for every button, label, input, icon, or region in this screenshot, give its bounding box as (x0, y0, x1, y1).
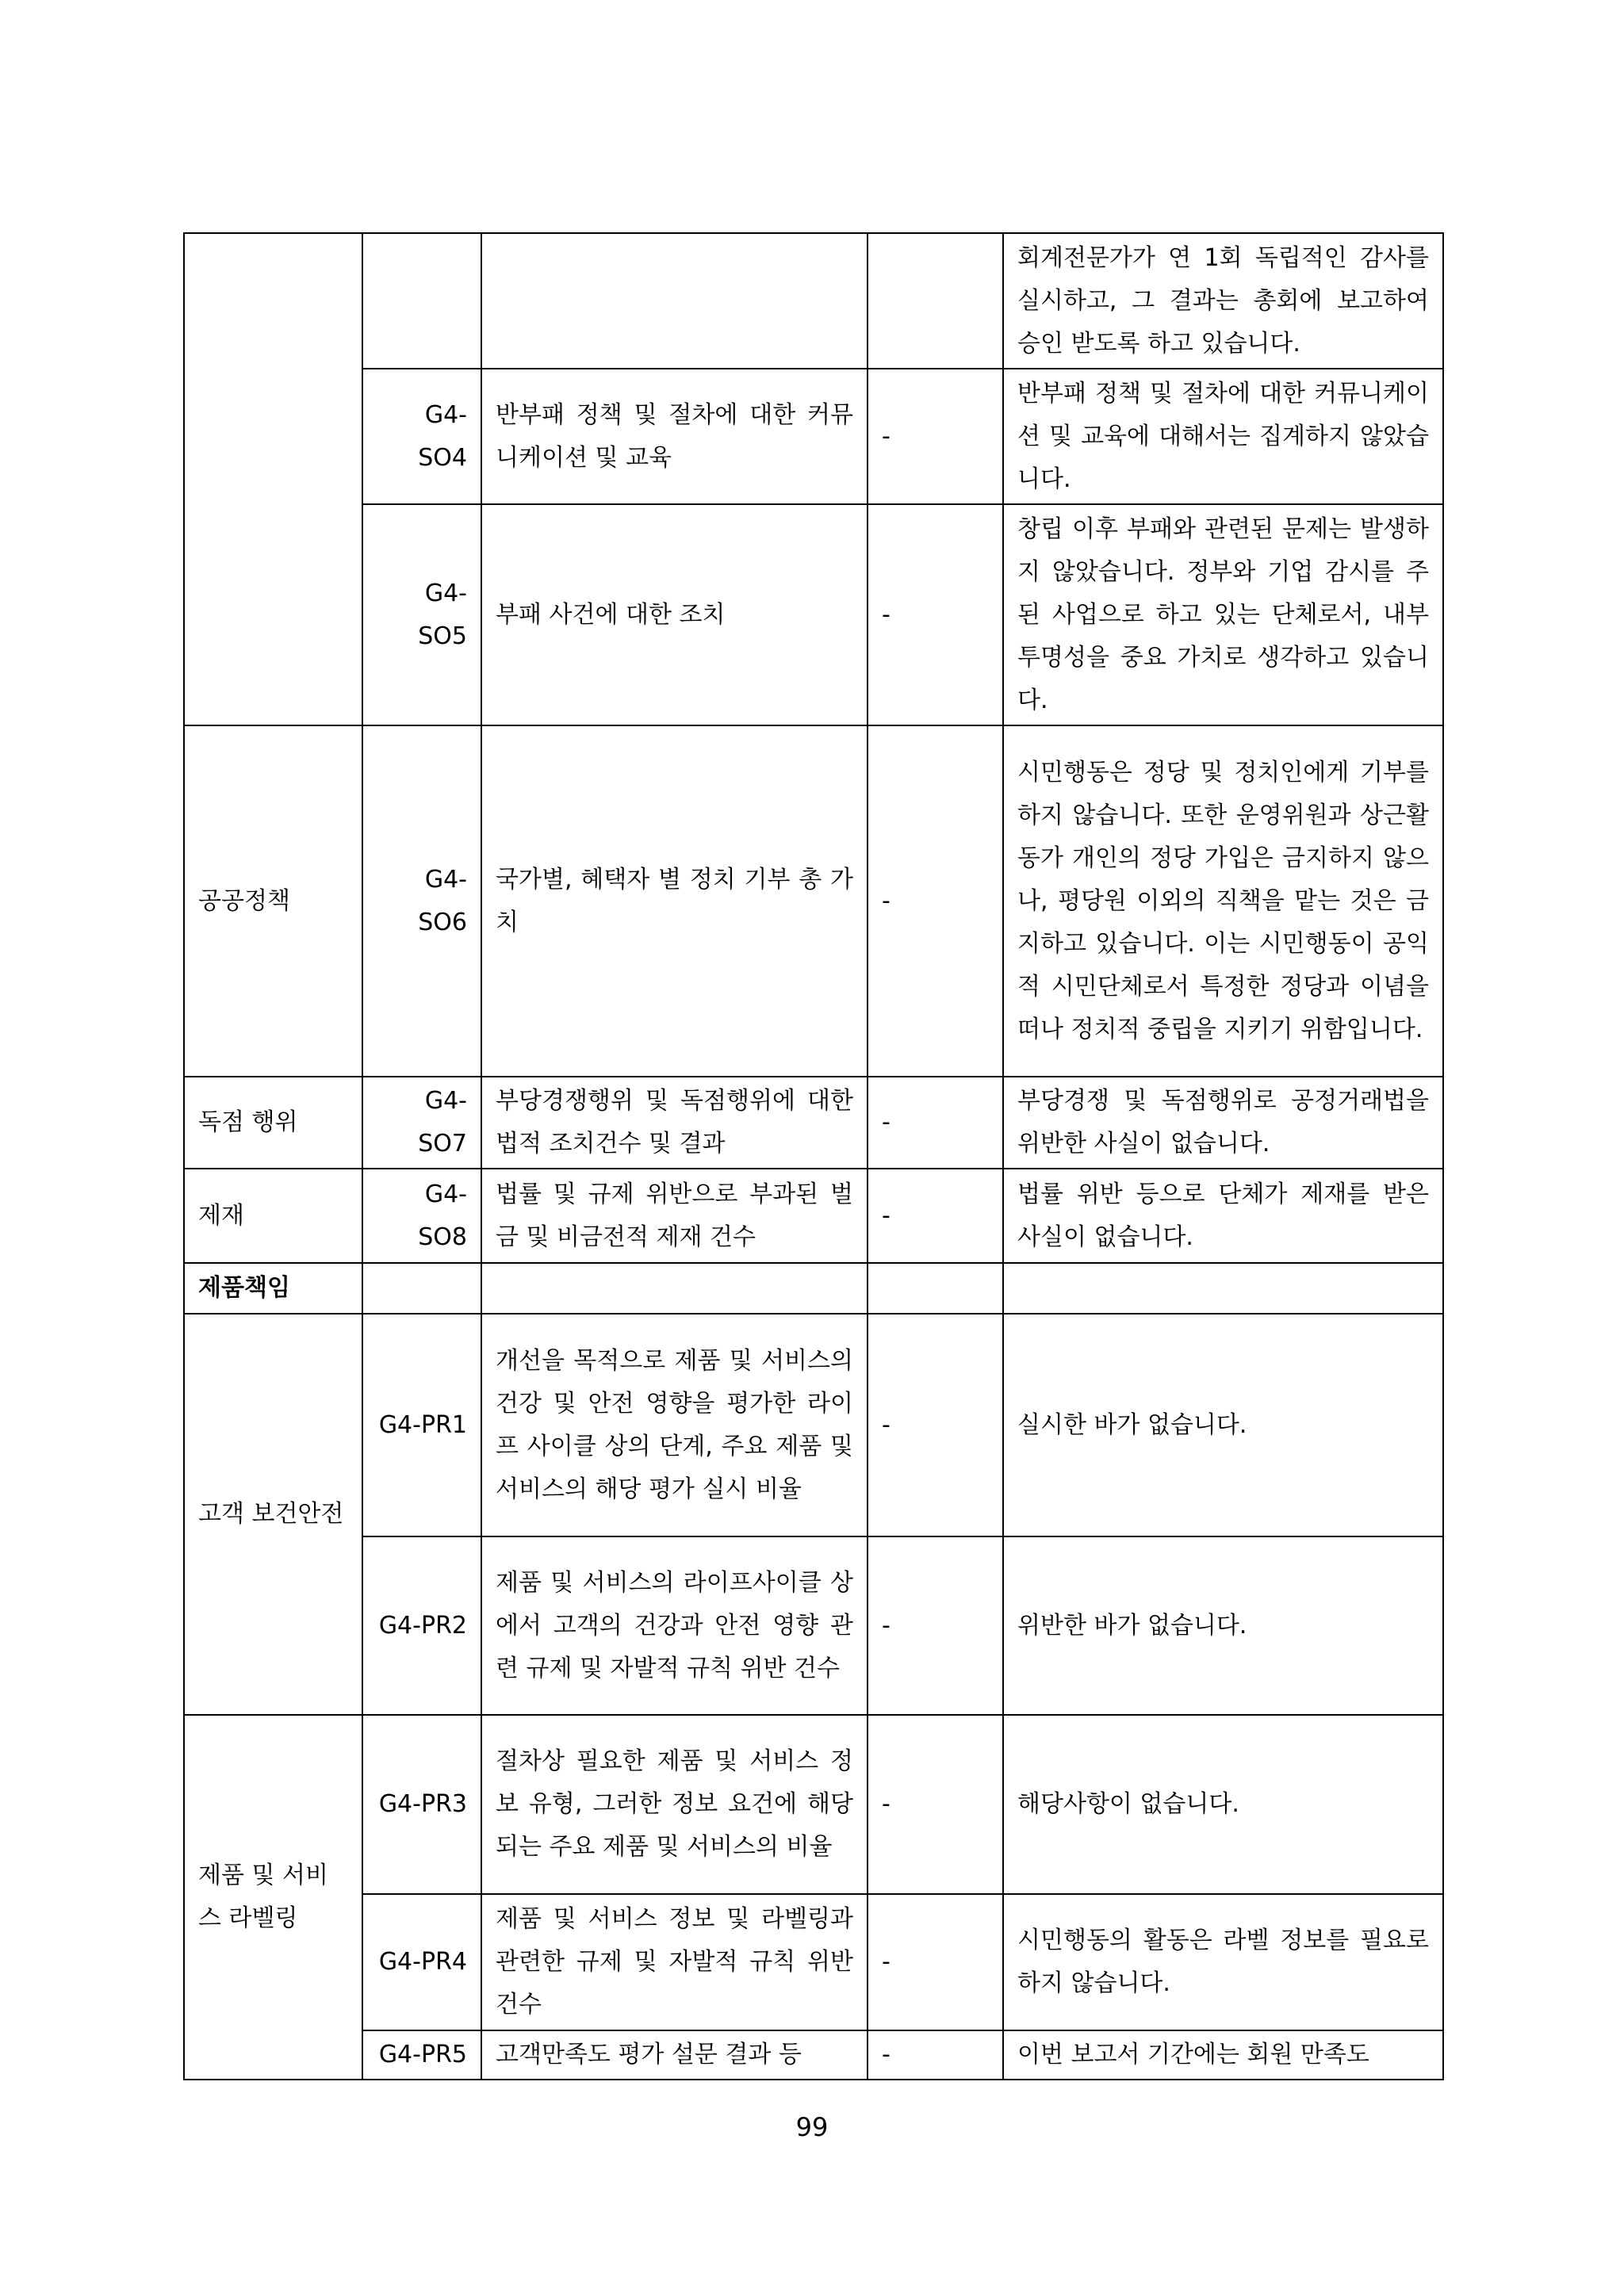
indicator-cell: 부당경쟁행위 및 독점행위에 대한 법적 조치건수 및 결과 (481, 1077, 868, 1169)
dash-cell: - (868, 725, 1003, 1077)
table-row (184, 725, 1443, 1077)
dash-cell: - (868, 1169, 1003, 1263)
empty-cell (362, 1263, 481, 1314)
dash-cell (868, 233, 1003, 369)
description-cell: 창립 이후 부패와 관련된 문제는 발생하지 않았습니다. 정부와 기업 감시를 주된 사업으로 하고 있는 단체로서, 내부 투명성을 중요 가치로 생각하고 있습니다. (1003, 504, 1443, 725)
table-row (184, 1894, 1443, 2030)
code-cell: G4-PR5 (362, 2030, 481, 2080)
description-cell: 위반한 바가 없습니다. (1003, 1536, 1443, 1715)
category-cell: 독점 행위 (184, 1077, 362, 1169)
table-row (184, 1536, 1443, 1715)
dash-cell: - (868, 504, 1003, 725)
indicator-cell: 절차상 필요한 제품 및 서비스 정보 유형, 그러한 정보 요건에 해당되는 주요 제품 및 서비스의 비율 (481, 1715, 868, 1894)
dash-cell: - (868, 1715, 1003, 1894)
code-cell: G4-PR3 (362, 1715, 481, 1894)
description-cell: 실시한 바가 없습니다. (1003, 1314, 1443, 1536)
indicator-cell: 제품 및 서비스의 라이프사이클 상에서 고객의 건강과 안전 영향 관련 규제 및 자발적 규칙 위반 건수 (481, 1536, 868, 1715)
dash-cell: - (868, 2030, 1003, 2080)
dash-cell: - (868, 1536, 1003, 1715)
gri-index-table (183, 232, 1444, 2080)
indicator-cell: 제품 및 서비스 정보 및 라벨링과 관련한 규제 및 자발적 규칙 위반 건수 (481, 1894, 868, 2030)
dash-cell: - (868, 369, 1003, 504)
category-cell: 공공정책 (184, 725, 362, 1077)
table-row (184, 369, 1443, 504)
section-title: 제품책임 (184, 1263, 362, 1314)
table-row (184, 2030, 1443, 2080)
category-cell: 고객 보건안전 (184, 1314, 362, 1715)
code-cell: G4-SO4 (362, 369, 481, 504)
description-cell: 법률 위반 등으로 단체가 제재를 받은 사실이 없습니다. (1003, 1169, 1443, 1263)
table-row (184, 1715, 1443, 1894)
description-cell: 시민행동의 활동은 라벨 정보를 필요로 하지 않습니다. (1003, 1894, 1443, 2030)
indicator-cell: 고객만족도 평가 설문 결과 등 (481, 2030, 868, 2080)
code-cell (362, 233, 481, 369)
code-cell: G4-SO5 (362, 504, 481, 725)
category-cell (184, 233, 362, 725)
category-cell: 제품 및 서비스 라벨링 (184, 1715, 362, 2080)
code-cell: G4-SO8 (362, 1169, 481, 1263)
code-cell: G4-SO6 (362, 725, 481, 1077)
table-row (184, 504, 1443, 725)
code-cell: G4-PR4 (362, 1894, 481, 2030)
indicator-cell: 개선을 목적으로 제품 및 서비스의 건강 및 안전 영향을 평가한 라이프 사이클 상의 단계, 주요 제품 및 서비스의 해당 평가 실시 비율 (481, 1314, 868, 1536)
indicator-cell: 부패 사건에 대한 조치 (481, 504, 868, 725)
description-cell: 해당사항이 없습니다. (1003, 1715, 1443, 1894)
table-row (184, 1314, 1443, 1536)
table-row (184, 1169, 1443, 1263)
indicator-cell: 국가별, 혜택자 별 정치 기부 총 가치 (481, 725, 868, 1077)
empty-cell (481, 1263, 868, 1314)
description-cell: 시민행동은 정당 및 정치인에게 기부를 하지 않습니다. 또한 운영위원과 상근활동가 개인의 정당 가입은 금지하지 않으나, 평당원 이외의 직책을 맡는 것은 금지하고 있습니다. 이는 시민행동이 공익적 시민단체로서 특정한 정당과 이념을 떠나 정치적 중립을 지키기 위함입니다. (1003, 725, 1443, 1077)
indicator-cell: 반부패 정책 및 절차에 대한 커뮤니케이션 및 교육 (481, 369, 868, 504)
empty-cell (868, 1263, 1003, 1314)
description-cell: 회계전문가가 연 1회 독립적인 감사를 실시하고, 그 결과는 총회에 보고하여 승인 받도록 하고 있습니다. (1003, 233, 1443, 369)
page-number: 99 (795, 2112, 829, 2142)
code-cell: G4-PR2 (362, 1536, 481, 1715)
code-cell: G4-PR1 (362, 1314, 481, 1536)
empty-cell (1003, 1263, 1443, 1314)
section-row (184, 1263, 1443, 1314)
table-row (184, 233, 1443, 369)
code-cell: G4-SO7 (362, 1077, 481, 1169)
description-cell: 부당경쟁 및 독점행위로 공정거래법을 위반한 사실이 없습니다. (1003, 1077, 1443, 1169)
dash-cell: - (868, 1314, 1003, 1536)
indicator-cell: 법률 및 규제 위반으로 부과된 벌금 및 비금전적 제재 건수 (481, 1169, 868, 1263)
description-cell: 이번 보고서 기간에는 회원 만족도 (1003, 2030, 1443, 2080)
dash-cell: - (868, 1077, 1003, 1169)
table-row (184, 1077, 1443, 1169)
indicator-cell (481, 233, 868, 369)
category-cell: 제재 (184, 1169, 362, 1263)
description-cell: 반부패 정책 및 절차에 대한 커뮤니케이션 및 교육에 대해서는 집계하지 않았습니다. (1003, 369, 1443, 504)
dash-cell: - (868, 1894, 1003, 2030)
